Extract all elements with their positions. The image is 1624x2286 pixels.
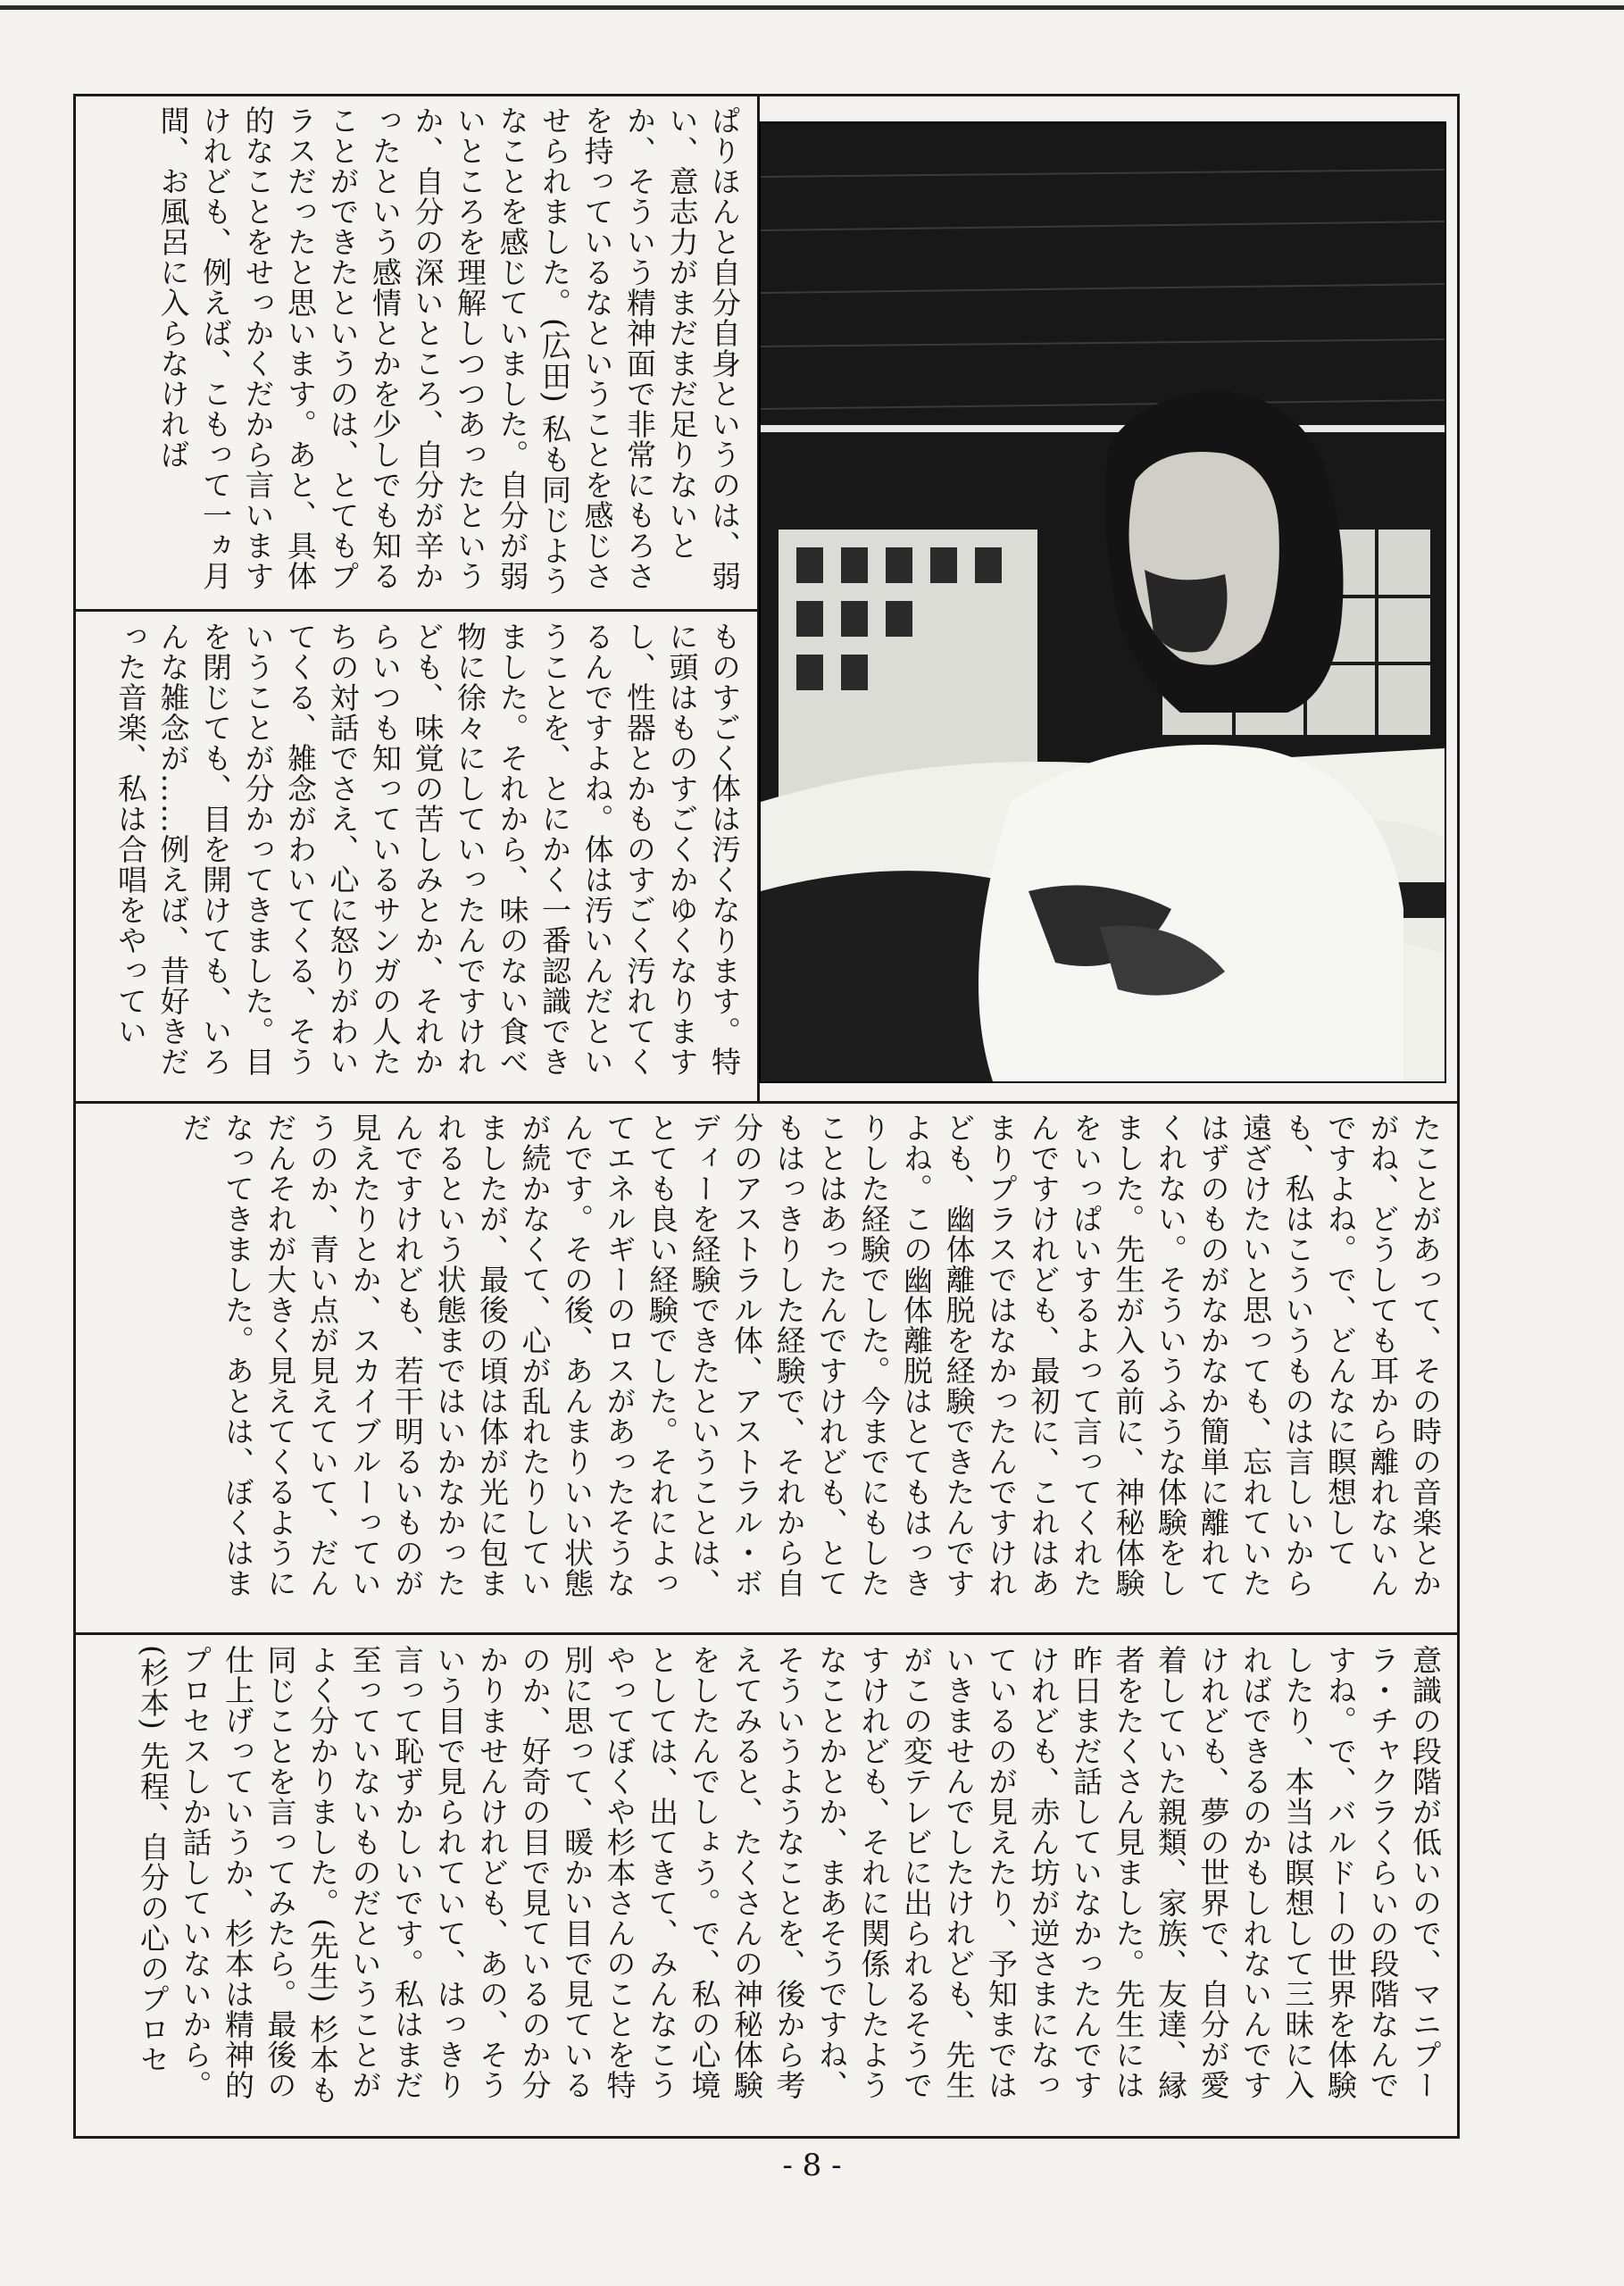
text-block-upper-left: ぱりほんと自分自身というのは、弱い、意志力がまだまだ足りないとか、そういう精神面で非常にもろさを持っているなということを感じさせられました。(広田) 私も同じようなことを感じていました。自分が弱いところを理解しつつあったというか、自分の深いところ、自分が辛かったという感情とかを少しでも知ることができたというのは、とてもプラスだったと思います。あと、具体的なことをせっかくだから言いますけれども、例えば、こもって一ヵ月間、お風呂に入らなければ	[155, 105, 742, 597]
divider-lower	[75, 1632, 1458, 1635]
portrait-photo	[759, 121, 1446, 1083]
divider-middle	[75, 1101, 1458, 1104]
portrait-photo-icon	[761, 123, 1445, 1081]
top-rule	[0, 5, 1624, 10]
divider-upper-left	[75, 609, 759, 612]
text-block-middle: たことがあって、その時の音楽とかがね、どうしても耳から離れないんですよね。で、どんなに瞑想しても、私はこういうものは言しいから遠ざけたいと思っても、忘れていたはずのものがなかなか簡単に離れてくれない。そういうふうな体験をしました。先生が入る前に、神秘体験をいっぱいするよって言ってくれたんですけれども、最初に、これはあまりプラスではなかったんですけれども、幽体離脱を経験できたんですよね。この幽体離脱はとてもはっきりした経験でした。今までにもしたことはあったんですけれども、とてもはっきりした経験で、それから自分のアストラル体、アストラル・ボディーを経験できたということは、とても良い経験でした。それによってエネルギーのロスがあったそうなんです。その後、あんまりいい状態が続かなくて、心が乱れたりしていましたが、最後の頃は体が光に包まれるという状態まではいかなかったんですけれども、若干明るいものが見えたりとか、スカイブルーっていうのか、青い点が見えていて、だんだんそれが大きく見えてくるようになってきました。あとは、ぼくはまだ	[178, 1113, 1443, 1598]
page-number: - 8 -	[782, 2148, 842, 2183]
text-block-middle-left: ものすごく体は汚くなります。特に頭はものすごくかゆくなりますし、性器とかものすごく汚れてくるんですよね。体は汚いんだということを、とにかく一番認識できました。それから、味のない食べ物に徐々にしていったんですけれども、味覚の苦しみとか、それからいつも知っているサンガの人たちの対話でさえ、心に怒りがわいてくる、雑念がわいてくる、そういうことが分かってきました。目を閉じても、目を開けても、いろんな雑念が……例えば、昔好きだった音楽、私は合唱をやってい	[113, 622, 742, 1077]
text-block-bottom: 意識の段階が低いので、マニプーラ・チャクラくらいの段階なんですね。で、バルドーの世界を体験したり、本当は瞑想して三昧に入ればできるのかもしれないんですけれども、夢の世界で、自分が愛着していた親類、家族、友達、縁者をたくさん見ました。先生には昨日まだ話していなかったんですけれども、赤ん坊が逆さまになっているのが見えたり、予知まではいきませんでしたけれども、先生がこの変テレビに出られるそうですけれども、それに関係したようなことかとか、まあそうですね、そういうようなことを、後から考えてみると、たくさんの神秘体験をしたんでしょう。で、私の心境としては、出てきて、みんなこうやってぼくや杉本さんのことを特別に思って、暖かい目で見ているのか、好奇の目で見ているのか分かりませんけれども、あの、そういう目で見られていて、はっきり言って恥ずかしいです。私はまだ至っていないものだということがよく分かりました。(先生) 杉本も同じことを言ってみたら。最後の仕上げっていうか、杉本は精神的プロセスしか話していないから。(杉本) 先程、自分の心のプロセ	[136, 1645, 1443, 2106]
